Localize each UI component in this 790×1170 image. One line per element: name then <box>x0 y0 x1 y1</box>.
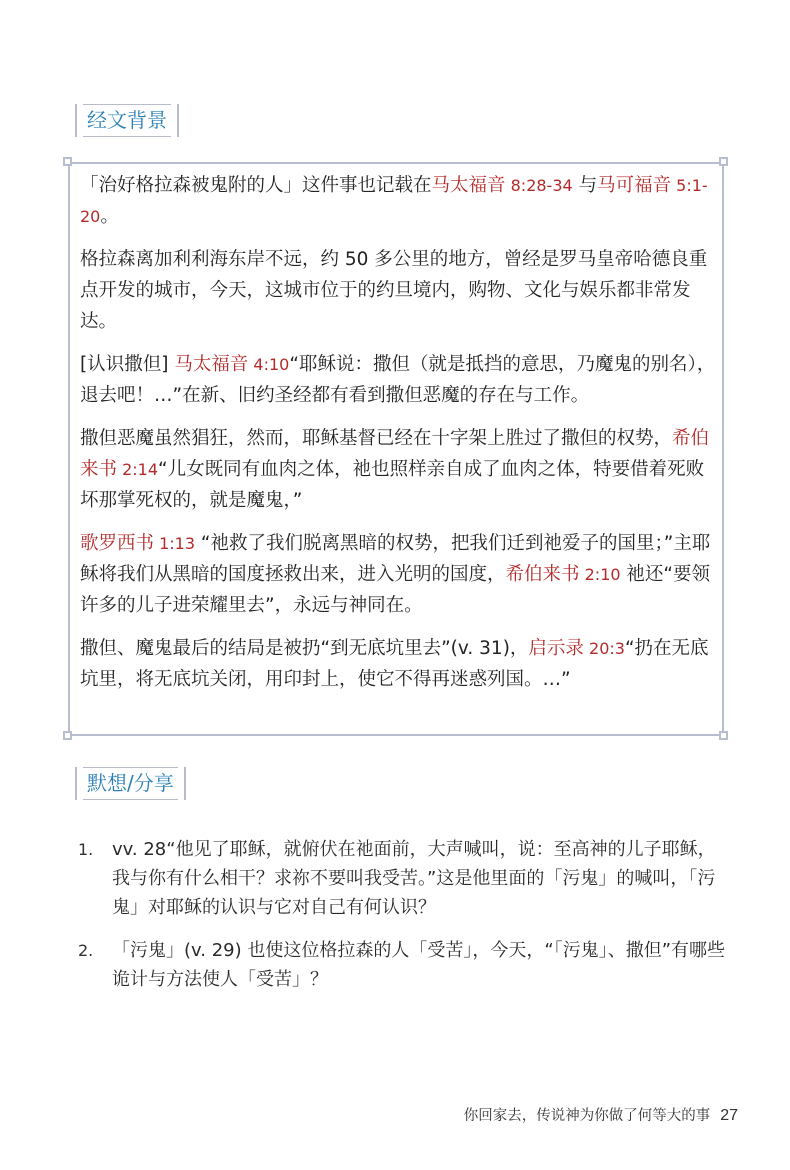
text: 撒但、魔鬼最后的结局是被扔“到无底坑里去”(v. 31)， <box>80 638 529 659</box>
scripture-ref: 歌罗西书 <box>80 533 155 554</box>
frame-corner-bottom-right <box>719 731 728 740</box>
section-title-meditation <box>75 767 186 800</box>
background-paragraph-2: 格拉森离加利利海东岸不远，约 50 多公里的地方，曾经是罗马皇帝哈德良重点开发的城市，今天，这城市位于的约旦境内，购物、文化与娱乐都非常发达。 <box>80 249 708 332</box>
scripture-ref-number: 8:28-34 <box>505 176 573 195</box>
scripture-ref-number: 20:3 <box>583 639 625 658</box>
question-text: 「污鬼」(v. 29) 也使这位格拉森的人「受苦」，今天，“「污鬼」、撒但”有哪些诡计与方法使人「受苦」？ <box>112 940 726 990</box>
page-footer <box>464 1104 738 1125</box>
text: [认识撒但] <box>80 354 175 375</box>
scripture-ref-number: 2:14 <box>117 460 159 479</box>
text: “祂救了我们脱离黑暗的权势，把我们迁到祂爱子的国里；”主耶稣将我们从黑暗的国度拯救出来，进入光明的国度， <box>80 533 711 585</box>
text: 祂还“要领许多的儿子进荣耀里去”，永远与神同在。 <box>80 564 711 616</box>
text: “儿女既同有血肉之体，祂也照样亲自成了血肉之体，特要借着死败坏那掌死权的，就是魔鬼，” <box>80 459 705 511</box>
text: 「治好格拉森被鬼附的人」这件事也记载在 <box>80 175 432 196</box>
text: “扔在无底坑里，将无底坑关闭，用印封上，使它不得再迷惑列国。…” <box>80 638 709 690</box>
background-paragraph-6 <box>80 633 716 695</box>
scripture-ref: 希伯来书 <box>80 428 710 480</box>
question-list <box>78 835 728 1008</box>
text: 撒但恶魔虽然猖狂，然而，耶稣基督已经在十字架上胜过了撒但的权势， <box>80 428 673 449</box>
text: “耶稣说：撒但（就是抵挡的意思，乃魔鬼的别名），退去吧！…”在新、旧约圣经都有看到撒但恶魔的存在与工作。 <box>80 354 716 406</box>
background-content <box>80 170 716 707</box>
question-number: 1. <box>78 840 94 859</box>
scripture-ref-number: 4:10 <box>248 355 290 374</box>
question-item <box>78 835 728 922</box>
scripture-ref-number: 2:10 <box>579 565 621 584</box>
question-item <box>78 936 728 994</box>
section-title-background <box>75 104 179 137</box>
background-paragraph-1 <box>80 170 716 232</box>
scripture-ref-number: 1:13 <box>154 534 196 553</box>
background-paragraph-3 <box>80 349 716 411</box>
scripture-ref: 启示录 <box>528 638 584 659</box>
text: 与 <box>572 175 598 196</box>
footer-caption: 你回家去，传说神为你做了何等大的事 <box>463 1108 711 1124</box>
scripture-ref-number: 5:1-20 <box>80 176 708 226</box>
frame-corner-bottom-left <box>63 731 72 740</box>
background-paragraph-4 <box>80 423 716 516</box>
scripture-ref: 马太福音 <box>174 354 249 375</box>
section-title-background-text: 经文背景 <box>87 108 167 132</box>
frame-corner-top-left <box>63 157 72 166</box>
text: 。 <box>100 206 119 227</box>
page-number: 27 <box>720 1107 738 1124</box>
scripture-ref: 马太福音 <box>431 175 506 196</box>
scripture-ref: 马可福音 <box>597 175 672 196</box>
frame-corner-top-right <box>719 157 728 166</box>
background-paragraph-5 <box>80 528 716 621</box>
question-text: vv. 28“他见了耶稣，就俯伏在祂面前，大声喊叫，说：至高神的儿子耶稣，我与你有什么相干？求祢不要叫我受苦。”这是他里面的「污鬼」的喊叫，「污鬼」对耶稣的认识与它对自己有何认识？ <box>112 839 716 918</box>
question-number: 2. <box>78 941 94 960</box>
section-title-meditation-text: 默想/分享 <box>87 771 174 795</box>
scripture-ref: 希伯来书 <box>505 564 580 585</box>
